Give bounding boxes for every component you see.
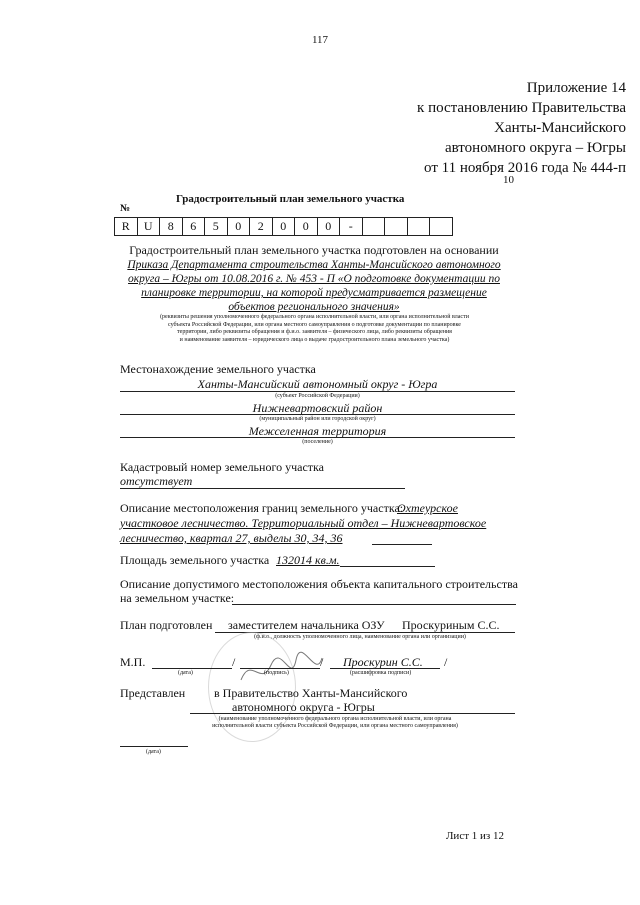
appendix-line: к постановлению Правительства [417, 100, 626, 116]
date-line [120, 746, 188, 747]
decode-line [330, 668, 440, 669]
location-settlement: Межселенная территория [248, 424, 387, 438]
location-district: Нижневартовский район [252, 401, 383, 415]
mp-label: М.П. [120, 655, 146, 669]
slash: / [232, 655, 236, 669]
number-sign: № [120, 203, 131, 214]
basis-text [114, 258, 514, 314]
prepared-by-label: План подготовлен [120, 618, 213, 632]
settlement-note: (поселение) [302, 439, 333, 445]
presented-note: исполнительной власти субъекта Российской Федерации, или органа местного самоуправления) [212, 723, 458, 729]
divider [232, 604, 516, 605]
subject-note: (субъект Российской Федерации) [275, 393, 360, 399]
permitted-label: на земельном участке: [120, 591, 235, 605]
signature-decode: Проскурин С.С. [343, 655, 423, 669]
code-cell [407, 218, 430, 236]
presented-note: (наименование уполномоченного федерального органа исполнительной власти, или органа [218, 716, 452, 722]
basis-line: планировке территории, на которой предусматривается размещение [141, 287, 487, 299]
code-cell: 5 [205, 218, 228, 236]
code-cell: 6 [182, 218, 205, 236]
date-note: (дата) [178, 670, 193, 676]
appendix-line: от 11 ноября 2016 года № 444-п [424, 160, 626, 176]
code-cell: 0 [295, 218, 318, 236]
appendix-header [417, 78, 626, 178]
code-cell [385, 218, 408, 236]
code-cell: R [115, 218, 138, 236]
preparer-position: заместителем начальника ОЗУ [228, 618, 385, 632]
note-line: и наименование заявителя – юридического лица о выдаче градостроительного плана земельного участка) [179, 336, 450, 343]
sign-note: (подпись) [264, 670, 289, 676]
divider [120, 437, 515, 438]
area-value: 132014 кв.м. [276, 553, 340, 567]
code-cell: 8 [160, 218, 183, 236]
preparer-name: Проскуриным С.С. [402, 618, 500, 632]
presented-to: автономного округа - Югры [232, 700, 375, 714]
slash: / [320, 655, 324, 669]
code-cell: 0 [272, 218, 295, 236]
plan-code-grid [114, 217, 453, 236]
district-note: (муниципальный район или городской округ) [259, 416, 376, 422]
code-cell [362, 218, 385, 236]
appendix-line: Ханты-Мансийского [494, 120, 626, 136]
appendix-line: Приложение 14 [526, 80, 626, 96]
preparer-note: (ф.и.о., должность уполномоченного лица, наименование органа или организации) [254, 634, 466, 640]
location-label: Местонахождение земельного участка [120, 362, 316, 376]
cadastral-label: Кадастровый номер земельного участка [120, 460, 324, 474]
code-cell: 0 [317, 218, 340, 236]
code-cell [430, 218, 453, 236]
permitted-label: Описание допустимого местоположения объекта капитального строительства [120, 577, 518, 591]
divider [120, 414, 515, 415]
page-number: 117 [311, 34, 329, 46]
basis-line: округа – Югры от 10.08.2016 г. № 453 - П «О подготовке документации по [128, 273, 500, 285]
presented-to: в Правительство Ханты-Мансийского [214, 686, 408, 700]
basis-line: Приказа Департамента строительства Ханты-Мансийского автономного [127, 259, 501, 271]
appendix-line: автономного округа – Югры [444, 140, 626, 156]
area-label: Площадь земельного участка [120, 553, 270, 567]
code-cell: - [340, 218, 363, 236]
code-cell: U [137, 218, 160, 236]
form-number: 10 [503, 174, 514, 186]
boundaries-line: лесничество, квартал 27, выделы 30, 34, 36 [120, 531, 343, 545]
presented-label: Представлен [120, 686, 186, 700]
note-line: субъекта Российской Федерации, или органа местного самоуправления о подготовке документации по планировке [168, 321, 461, 328]
boundaries-label: Описание местоположения границ земельного участка: [120, 501, 404, 515]
signature-line [240, 668, 320, 669]
boundaries-line: участковое лесничество. Территориальный отдел – Нижневартовское [120, 516, 487, 530]
sheet-number: Лист 1 из 12 [445, 830, 504, 842]
boundaries-line: Охтеурское [397, 501, 458, 515]
divider [120, 488, 405, 489]
note-line: (реквизиты решения уполномоченного федерального органа исполнительной власти, или органа исполнительной власти [160, 314, 469, 320]
note-line: территории, либо реквизиты обращения и ф.и.о. заявителя – физического лица, либо реквизиты обращения [177, 329, 452, 335]
date-line [152, 668, 232, 669]
decode-note: (расшифровка подписи) [350, 670, 412, 676]
divider [372, 544, 432, 545]
basis-line: объектов регионального значения» [228, 301, 400, 313]
cadastral-value: отсутствует [120, 474, 193, 488]
bottom-date-note: (дата) [146, 749, 161, 755]
requisites-note [112, 314, 517, 344]
prepared-intro: Градостроительный план земельного участка подготовлен на основании [129, 243, 499, 257]
divider [190, 713, 515, 714]
slash: / [444, 655, 448, 669]
code-cell: 2 [250, 218, 273, 236]
location-subject: Ханты-Мансийский автономный округ - Югра [197, 377, 438, 391]
code-cell: 0 [227, 218, 250, 236]
document-title: Градостроительный план земельного участка [176, 193, 405, 205]
divider [340, 566, 435, 567]
divider [120, 391, 515, 392]
